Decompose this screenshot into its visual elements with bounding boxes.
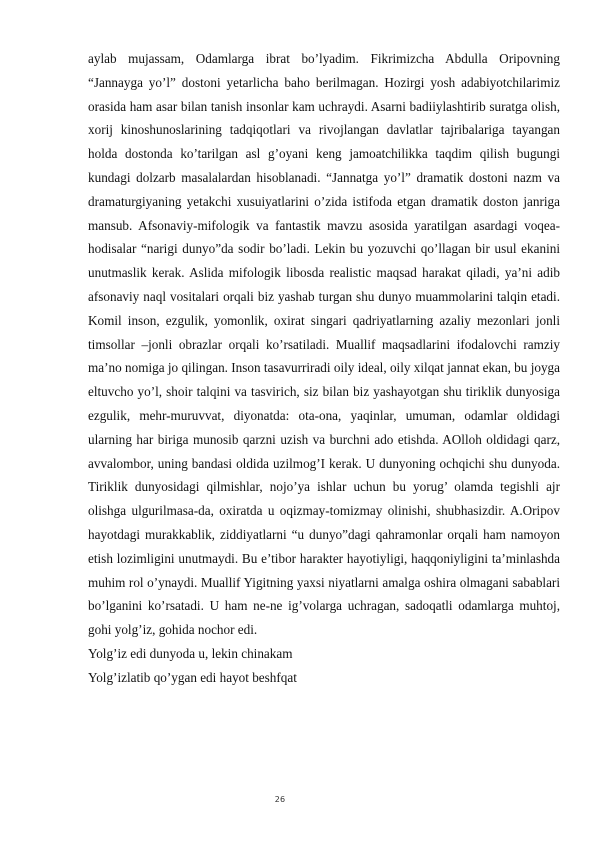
document-page xyxy=(88,47,560,690)
verse-line: Yolg’izlatib qo’ygan edi hayot beshfqat xyxy=(88,669,297,685)
body-paragraph: aylab mujassam, Odamlarga ibrat bo’lyadim. Fikrimizcha Abdulla Oripovning “Jannayga yo’l” dostoni yetarlicha baho berilmagan. Hozirgi yosh adabiyotchilarimiz orasida ham asar bilan tanish insonlar kam uchraydi. Asarni badiiylashtirib suratga olish, xorij kinoshunoslarining tadqiqotlari va rivojlangan davlatlar tajribalariga tayangan holda dostonda ko’tarilgan asl g’oyani keng jamoatchilikka taqdim qilish bugungi kundagi dolzarb masalalardan hisoblanadi. “Jannatga yo’l” dramatik dostoni nazm va dramaturgiyaning yetakchi xusuiyatlarini o’zida istifoda etgan dramatik doston janriga mansub. Afsonaviy-mifologik va fantastik mavzu asosida yaratilgan asardagi voqea-hodisalar “narigi dunyo”da sodir bo’ladi. Lekin bu yozuvchi qo’llagan bir usul ekanini unutmaslik kerak. Aslida mifologik libosda realistic maqsad harakat qiladi, ya’ni adib afsonaviy naql vositalari orqali biz yashab turgan shu dunyo muammolarini talqin etadi. Komil inson, ezgulik, yomonlik, oxirat singari qadriyatlarning azaliy mezonlari jonli timsollar –jonli obrazlar orqali ko’rsatiladi. Muallif maqsadlarini ifodalovchi ramziy ma’no nomiga jo qilingan. Inson tasavurriradi oily ideal, oily xilqat jannat ekan, bu joyga eltuvcho yo’l, shoir talqini va tasvirich, siz bilan biz yashayotgan shu tiriklik dunyosiga ezgulik, mehr-muruvvat, diyonatda: ota-ona, yaqinlar, umuman, odamlar oldidagi ularning har biriga munosib qarzni uzish va burchni ado etishda. AOlloh oldidagi qarz, avvalombor, uning bandasi oldida uzilmog’I kerak. U dunyoning ochqichi shu dunyoda. Tiriklik dunyosidagi qilmishlar, nojo’ya ishlar uchun bu yorug’ olamda tegishli ajr olishga ulgurilmasa-da, oxiratda u oqizmay-tomizmay olinishi, shubhasizdir. A.Oripov hayotdagi murakkablik, ziddiyatlarni “u dunyo”dagi qahramonlar orqali ham namoyon etish lozimligini unutmaydi. Bu e’tibor harakter hayotiyligi, haqqoniyligini ta’minlashda muhim rol o’ynaydi. Muallif Yigitning yaxsi niyatlarni amalga oshira olmagani sabablari bo’lganini ko’rsatadi. U ham ne-ne ig’volarga uchragan, sadoqatli odamlarga muhtoj, gohi yolg’iz, gohida nochor edi. xyxy=(88,51,560,638)
verse-line: Yolg’iz edi dunyoda u, lekin chinakam xyxy=(88,645,293,661)
page-number: 26 xyxy=(274,795,286,804)
